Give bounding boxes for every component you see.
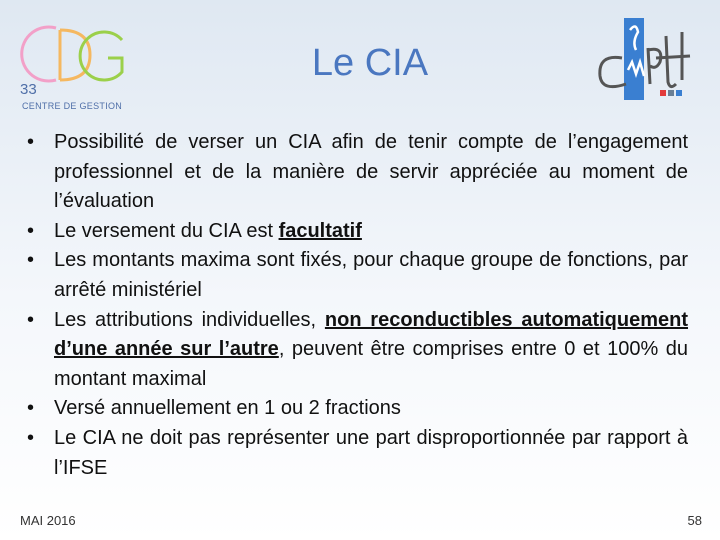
cdg33-logo (18, 18, 130, 114)
list-item (24, 128, 688, 217)
footer-date: MAI 2016 (20, 513, 76, 528)
bullet-text: Les attributions individuelles, (54, 308, 325, 331)
bullet-text: Versé annuellement en 1 ou 2 fractions (54, 397, 401, 420)
list-item (24, 246, 688, 305)
bullet-text: , peuvent être comprises entre 0 et 100% du montant maximal (54, 338, 688, 390)
page-number: 58 (687, 513, 702, 528)
list-item (24, 306, 688, 395)
cdg-number: 33 (20, 81, 37, 98)
cdg-caption: CENTRE DE GESTION (22, 101, 123, 111)
list-item (24, 424, 688, 483)
bullet-list (24, 128, 688, 483)
cnfpt-logo-graphic (592, 18, 704, 104)
cnfpt-logo (592, 18, 704, 104)
bullet-text: Le versement du CIA est (54, 219, 279, 242)
bullet-emphasis: facultatif (278, 219, 362, 242)
slide-title: Le CIA (311, 42, 429, 84)
cdg-logo-graphic (18, 18, 130, 100)
bullet-emphasis: non reconductibles automatiquement d’une année sur l’autre (54, 308, 689, 361)
bullet-text: Les montants maxima sont fixés, pour chaque groupe de fonctions, par arrêté ministériel (54, 249, 688, 301)
bullet-text: Le CIA ne doit pas représenter une part disproportionnée par rapport à l’IFSE (54, 426, 688, 479)
list-item (24, 217, 688, 247)
bullet-text: Possibilité de verser un CIA afin de tenir compte de l’engagement professionnel et de la manière de servir appréciée au moment de l’évaluation (54, 131, 688, 213)
list-item (24, 394, 688, 424)
